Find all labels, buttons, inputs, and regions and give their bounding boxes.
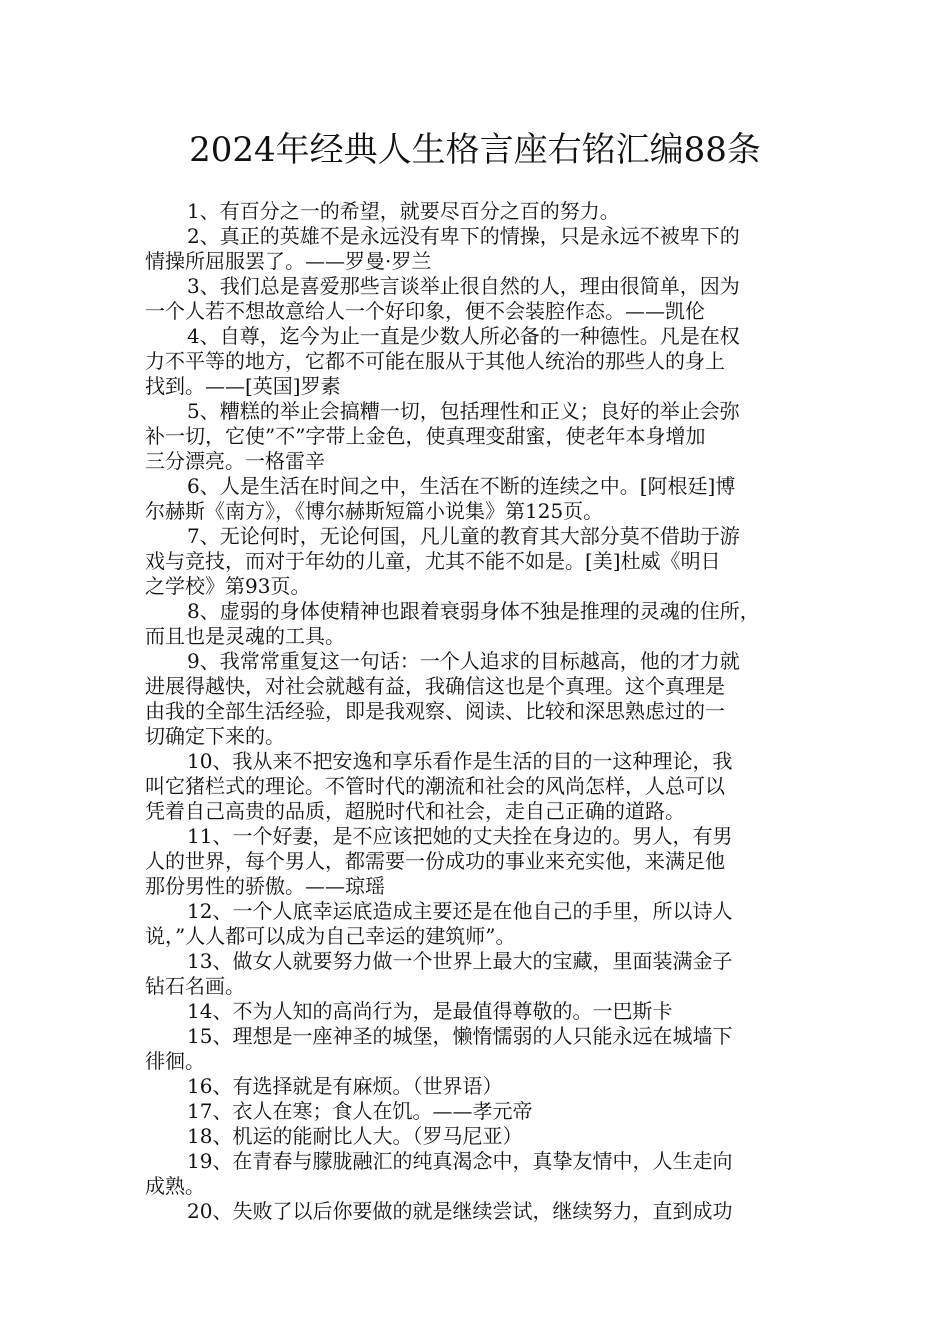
quote-paragraph-2: 2、真正的英雄不是永远没有卑下的情操，只是永远不被卑下的 情操所屈服罢了。——罗曼·罗兰 [145,224,740,273]
quote-paragraph-8: 8、虚弱的身体使精神也跟着衰弱身体不独是推理的灵魂的住所， 而且也是灵魂的工具。 [145,599,760,648]
quote-paragraph-17: 17、衣人在寒；食人在饥。——孝元帝 [187,1099,533,1123]
quote-paragraph-20: 20、失败了以后你要做的就是继续尝试，继续努力，直到成功 [187,1199,733,1223]
quote-paragraph-1: 1、有百分之一的希望，就要尽百分之百的努力。 [187,199,620,223]
quote-paragraph-18: 18、机运的能耐比人大。（罗马尼亚） [187,1124,523,1148]
document-body [145,199,815,1224]
quote-paragraph-14: 14、不为人知的高尚行为，是最值得尊敬的。一巴斯卡 [187,999,673,1023]
quote-paragraph-19: 19、在青春与朦胧融汇的纯真渴念中，真挚友情中，人生走向 成熟。 [145,1149,733,1198]
quote-paragraph-5: 5、糟糕的举止会搞糟一切，包括理性和正义；良好的举止会弥 补一切，它使”不”字带上金色，使真理变甜蜜，使老年本身增加 三分漂亮。一格雷辛 [145,399,740,473]
quote-paragraph-3: 3、我们总是喜爱那些言谈举止很自然的人，理由很简单，因为 一个人若不想故意给人一个好印象，便不会装腔作态。——凯伦 [145,274,740,323]
quote-paragraph-16: 16、有选择就是有麻烦。（世界语） [187,1074,503,1098]
quote-paragraph-6: 6、人是生活在时间之中，生活在不断的连续之中。[阿根廷]博 尔赫斯《南方》，《博尔赫斯短篇小说集》第125页。 [145,474,736,523]
quote-paragraph-9: 9、我常常重复这一句话：一个人追求的目标越高，他的才力就 进展得越快，对社会就越有益，我确信这也是个真理。这个真理是 由我的全部生活经验，即是我观察、阅读、比较和深思熟虑过的一 切确定下来的。 [145,649,740,748]
quote-paragraph-4: 4、自尊，迄今为止一直是少数人所必备的一种德性。凡是在权 力不平等的地方，它都不可能在服从于其他人统治的那些人的身上 找到。——[英国]罗素 [145,324,740,398]
quote-paragraph-7: 7、无论何时，无论何国，凡儿童的教育其大部分莫不借助于游 戏与竞技，而对于年幼的儿童，尤其不能不如是。[美]杜威《明日 之学校》第93页。 [145,524,740,598]
quote-paragraph-13: 13、做女人就要努力做一个世界上最大的宝藏，里面装满金子 钻石名画。 [145,949,733,998]
document-title: 2024年经典人生格言座右铭汇编88条 [189,130,761,170]
quote-paragraph-15: 15、理想是一座神圣的城堡，懒惰懦弱的人只能永远在城墙下 徘徊。 [145,1024,733,1073]
quote-paragraph-10: 10、我从来不把安逸和享乐看作是生活的目的一这种理论，我 叫它猪栏式的理论。不管时代的潮流和社会的风尚怎样，人总可以 凭着自己高贵的品质，超脱时代和社会，走自己正确的道路。 [145,749,733,823]
quote-paragraph-11: 11、一个好妻，是不应该把她的丈夫拴在身边的。男人，有男 人的世界，每个男人，都需要一份成功的事业来充实他，来满足他 那份男性的骄傲。——琼瑶 [145,824,733,898]
quote-paragraph-12: 12、一个人底幸运底造成主要还是在他自己的手里，所以诗人 说，”人人都可以成为自己幸运的建筑师”。 [145,899,733,948]
